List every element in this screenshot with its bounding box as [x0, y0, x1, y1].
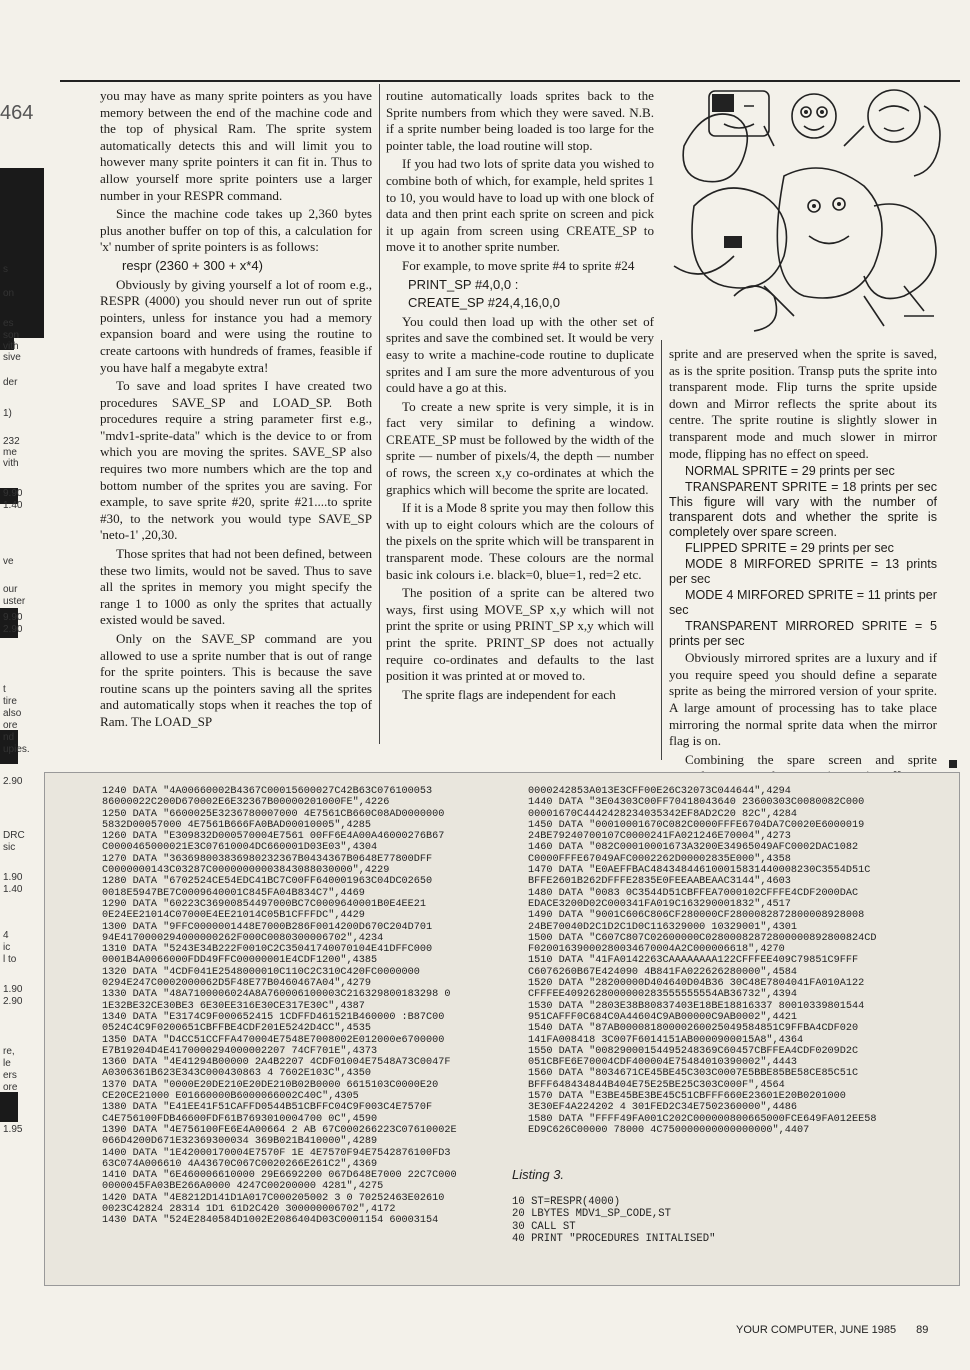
margin-text-fragment: DRC	[3, 830, 25, 841]
code-line: 1500 DATA "C607C807C02600000C02800082872800000892800824CD	[528, 932, 877, 944]
top-rule	[60, 80, 960, 82]
code-line: 1480 DATA "0083 0C3544D51CBFFEA7000102CFFFE4CDF2000DAC	[528, 887, 859, 899]
code-line: 10 ST=RESPR(4000)	[512, 1196, 621, 1208]
speed-figure: MODE 8 MIRFORED SPRITE = 13 prints per sec	[669, 557, 937, 587]
code-line: 24BE70040D2C1D2C1D0C116329000 10329001",4301	[528, 921, 797, 933]
code-line: 1520 DATA "28200000D404640D04B36 30C48E7804041FA010A122	[528, 978, 865, 990]
code-line: 1340 DATA "E3174C9F000652415 1CDFFD461521B460000 :B87C00	[102, 1011, 445, 1023]
margin-text-fragment: 1.90	[3, 984, 23, 995]
paragraph: Obviously by giving yourself a lot of room e.g., RESPR (4000) you should never run out of sprite pointers, unless for instance you had a memory expansion board and were using the routine to create cartoons with hundreds of frames, feasible if you have half a megabyte extra!	[100, 276, 372, 375]
code-line: 1420 DATA "4E8212D141D1A017C000205002 3 0 70252463E02610	[102, 1192, 445, 1204]
margin-text-fragment: vith	[3, 341, 19, 352]
margin-text-fragment: ore	[3, 720, 18, 731]
code-line: 1450 DATA "00010001670C082C0000FFFE6704DA7C0020E6000019	[528, 819, 865, 831]
code-line: 0018E5947BE7C0009640001C845FA04B834C7",4469	[102, 887, 365, 899]
margin-text-fragment: 2.90	[3, 624, 23, 635]
code-line: C4E756100FDB46600FDF61B7693010004700 0C",4590	[102, 1113, 378, 1125]
column-divider	[379, 84, 380, 744]
cartoon-illustration	[664, 86, 958, 342]
margin-text-fragment: sive	[3, 352, 21, 363]
speed-figure: TRANSPARENT MIRRORED SPRITE = 5 prints per sec	[669, 619, 937, 649]
code-line: 1580 DATA "FFFF49FA001C202C000000800665000FCE649FA012EE58	[528, 1113, 877, 1125]
code-line: 0001B4A0066000FDD49FFC00000001E4CDF1200",4385	[102, 955, 378, 967]
paragraph: If it is a Mode 8 sprite you may then follow this with up to eight colours which are the colours of the pixels on the sprite which will be transparent in transparent mode. These colours are the normal basic ink colours i.e. black=0, blue=1, red=2 etc.	[386, 500, 654, 582]
code-line: BFFE2601B262DFFFE2835E0FEEAABEAAC3144",4603	[528, 876, 791, 888]
code-line: 1430 DATA "524E2840584D1002E2086404D03C0001154 60003154	[102, 1215, 439, 1227]
margin-text-fragment: tire	[3, 696, 17, 707]
article-column-1	[100, 88, 372, 733]
code-line: 40 PRINT "PROCEDURES INITALISED"	[512, 1233, 716, 1246]
code-line: 1300 DATA "9FFC0000001448E7000B286F0014200D670C204D701	[102, 921, 433, 933]
speed-figure: MODE 4 MIRFORED SPRITE = 11 prints per sec	[669, 588, 937, 618]
margin-text-fragment: l to	[3, 954, 17, 965]
code-line: 1550 DATA "00829000154495248369C60457CBFFEA4CDF0209D2C	[528, 1045, 859, 1057]
code-line: 1530 DATA "2803E38B80837403E18BE18816337 80010339801544	[528, 1000, 865, 1012]
code-line: 1400 DATA "1E42000170004E7570F 1E 4E7570F94E7542876100FD3	[102, 1147, 451, 1159]
speed-figure: NORMAL SPRITE = 29 prints per sec	[685, 464, 895, 479]
margin-text-fragment: nd	[3, 732, 15, 743]
code-line: 1510 DATA "41FA0142263CAAAAAAAA122CFFFEE409C79851C9FFF	[528, 955, 859, 967]
article-column-2	[386, 88, 654, 705]
margin-text-fragment: me	[3, 447, 17, 458]
code-line: 1540 DATA "87AB00008180000260025049584851C9FFBA4CDF020	[528, 1023, 859, 1035]
margin-text-fragment: 4	[3, 930, 9, 941]
code-line: 1380 DATA "E41EE41F51CAFFD0544B51CBFFC04C9F003C4E7570F	[102, 1102, 433, 1114]
margin-text-fragment: 1.95	[3, 1124, 23, 1135]
code-line: 1490 DATA "9001C606C806CF280000CF2800082872800008928008	[528, 910, 865, 922]
code-line: 86000022C200D670002E6E32367B00000201000FE",4226	[102, 797, 390, 809]
code-example: CREATE_SP #24,4,16,0,0	[408, 295, 561, 311]
margin-text-fragment: es	[3, 318, 14, 329]
margin-text-fragment: 2.90	[3, 776, 23, 787]
code-line: 1270 DATA "363698003836980232367B0434367B0648E77800DFF	[102, 853, 433, 865]
code-line: 1310 DATA "5243E34B222F0010C2C35041740070104E41DFFC000	[102, 944, 433, 956]
paragraph: Those sprites that had not been defined, between these two limits, would not be saved. Thus to save all the sprites in memory you might specify the range 1 to 1000 as only the sprites that actually existed would be saved.	[100, 546, 372, 628]
margin-text-fragment: ore	[3, 1082, 18, 1093]
previous-page-margin	[0, 88, 46, 1148]
margin-text-fragment: vith	[3, 458, 19, 469]
margin-text-fragment: 1.90	[3, 872, 23, 883]
end-of-article-mark	[949, 760, 957, 768]
code-line: C0000465000021E3C07610004DC660001D03E03",4304	[102, 842, 378, 854]
publication-name: YOUR COMPUTER, JUNE 1985	[736, 1324, 897, 1336]
code-line: 20 LBYTES MDV1_SP_CODE,ST	[512, 1208, 671, 1221]
paragraph: To save and load sprites I have created two procedures SAVE_SP and LOAD_SP. Both procedures require a string parameter first e.g., "mdv1-sprite-data" which is the device to or from which you are moving the sprites. SAVE_SP also requires two more numbers which are the top and bottom number of the sprites you are saving. For example, to save sprite #20, sprite #21....to sprite #30, to the network you would type SAVE_SP 'neto-1' ,20,30.	[100, 378, 372, 543]
margin-text-fragment: re,	[3, 1046, 15, 1057]
article-column-3	[669, 346, 937, 787]
margin-text-fragment: ic	[3, 942, 11, 953]
speed-figure: TRANSPARENT SPRITE = 18 prints per sec This figure will vary with the number of transparent dots and whether the sprite is completely over spare screen.	[669, 480, 937, 540]
paragraph: routine automatically loads sprites back to the Sprite numbers from which they were saved. N.B. if a sprite number being loaded is too large for the pointer table, the load routine will stop.	[386, 88, 654, 153]
code-line: C0000FFFE67049AFC0002262D00002835E000",4358	[528, 853, 791, 865]
margin-text-fragment: 9.90	[3, 612, 23, 623]
margin-text-fragment: 1.40	[3, 500, 23, 511]
code-line: 0294E247C0002000062D5F48E77B0460467A04",4279	[102, 978, 371, 990]
speed-figure: FLIPPED SPRITE = 29 prints per sec	[685, 541, 894, 556]
code-line: 1320 DATA "4CDF041E2548000010C110C2C310C420FC0000000	[102, 966, 420, 978]
margin-text-fragment: son	[3, 330, 20, 341]
code-line: E7B19204D4E4170000294000002207 74CF701E",4373	[102, 1045, 378, 1057]
code-line: 0000242853A013E3CFF00E26C32073C044644",4294	[528, 786, 791, 797]
code-line: 1440 DATA "3E04303C00FF70418043640 23600303C0080082C000	[528, 797, 865, 809]
code-line: 5832D00057000 4E7561B666FA0BAD00010005",4285	[102, 819, 371, 831]
paragraph: Combining the spare screen and sprite	[685, 751, 937, 767]
code-line: 3E30EF4A224202 4 301FED2C34E7502360000",4486	[528, 1102, 797, 1114]
margin-text-fragment: our	[3, 584, 18, 595]
margin-text-fragment: der	[3, 377, 18, 388]
code-line: 0524C4C9F0200651CBFFBE4CDF201E5242D4CC",4535	[102, 1023, 371, 1035]
paragraph: Since the machine code takes up 2,360 bytes plus another buffer on top of this, a calculation for 'x' number of sprite pointers is as follows:	[100, 206, 372, 255]
page-number: 89	[916, 1324, 929, 1336]
code-line: 1240 DATA "4A00660002B4367C00015600027C42B63C076100053	[102, 786, 433, 797]
code-line: F02001639000280034670004A2C000006618",4270	[528, 944, 785, 956]
code-line: BFFF648434844B404E75E25BE25C303C000F",4564	[528, 1079, 785, 1091]
listing-3-code	[512, 1196, 715, 1246]
margin-text-fragment: t	[3, 684, 6, 695]
code-line: 63C074A006610 4A43670C067C0020266E261C2",4369	[102, 1158, 378, 1170]
code-line: 0023C42824 28314 1D1 61D2C420 300000006702",4172	[102, 1203, 396, 1215]
code-line: 1330 DATA "48A7100006024A8A760006100003C216329800183298 0	[102, 989, 451, 1001]
code-example: PRINT_SP #4,0,0 :	[408, 276, 519, 292]
code-line: 1460 DATA "082C00010001673A3200E34965049AFC0002DAC1082	[528, 842, 859, 854]
code-line: 066D4200D671E32369300034 369B021B410000",4289	[102, 1136, 378, 1148]
code-line: CE20CE21000 E01660000B6000066002C40C",4305	[102, 1091, 359, 1103]
code-listing-left	[102, 786, 457, 1227]
code-line: 00001670C4442428234035342EF8AD2C20 82C",4284	[528, 808, 797, 820]
margin-text-fragment: s	[3, 264, 8, 275]
code-listing-right	[528, 786, 876, 1136]
margin-text-fragment: 9.90	[3, 488, 23, 499]
margin-page-number: 464	[0, 102, 34, 124]
code-line: 1410 DATA "6E460006610000 29E6692200 067D648E7000 22C7C000	[102, 1170, 457, 1182]
paragraph: The sprite flags are independent for each	[402, 686, 616, 702]
code-line: 30 CALL ST	[512, 1220, 576, 1233]
paragraph: Obviously mirrored sprites are a luxury and if you require speed you should define a separate sprite as being the mirrored version of your sprite. A large amount of processing has to take place mirroring the normal sprite data when the mirror flag is on.	[669, 650, 937, 749]
margin-text-fragment: upies.	[3, 744, 30, 755]
paragraph: Only on the SAVE_SP command are you allowed to use a sprite number that is out of range for the sprite pointers. This is because the save routine scans up the pointers saving all the sprites and automatically stops when it reaches the top of Ram. The LOAD_SP	[100, 631, 372, 729]
code-line: 1280 DATA "6702524CE54EDC41BC7C00FF640001963C04DC02650	[102, 876, 433, 888]
code-line: 1290 DATA "60223C36900854497000BC7C0009640001B0E4EE21	[102, 898, 427, 910]
formula: respr (2360 + 300 + x*4)	[122, 257, 263, 273]
margin-text-fragment: 2.90	[3, 996, 23, 1007]
code-line: 1350 DATA "D4CC51CCFFA470004E7548E7008002E012000e6700000	[102, 1034, 445, 1046]
column-divider	[661, 340, 662, 760]
code-line: 1470 DATA "E0AEFFBAC484348446100015831440008230C3554D51C	[528, 865, 871, 877]
code-line: A0306361B623E343C000430863 4 7602E103C",4350	[102, 1068, 371, 1080]
code-line: C6076260B67E424090 4B841FA022626280000",4584	[528, 966, 797, 978]
code-line: 1570 DATA "E3BE45BE3BE45C51CBFFF660E23601E20B0201000	[528, 1091, 846, 1103]
margin-text-fragment: sic	[3, 842, 16, 853]
margin-text-fragment: ers	[3, 1070, 17, 1081]
margin-text-fragment: on	[3, 288, 15, 299]
code-line: CFFFEE4092628000000283555555554AB36732",4394	[528, 989, 797, 1001]
code-line: 051CBFE6E70004CDF400004E75484010390002",4443	[528, 1057, 797, 1069]
paragraph: sprite and are preserved when the sprite is saved, as is the sprite position. Transp puts the sprite into transparent mode. Flip turns the sprite upside down and Mirror reflects the sprite about its centre. The sprite routine is slightly slower in transparent mode and much slower in mirror mode, flipping has no effect on speed.	[669, 346, 937, 461]
code-line: 1E32BE32CE30BE3 6E30EE316E30CE317E30C",4387	[102, 1000, 365, 1012]
code-line: 0000045FA03BE266A0000 4247C00200000 4281",4275	[102, 1181, 384, 1193]
code-line: 951CAFFF0C684C0A44604C9AB00000C9AB0002",4421	[528, 1011, 797, 1023]
code-line: 1250 DATA "6600025E3236780007000 4E7561CB660C08AD0000000	[102, 808, 445, 820]
code-line: ED9C626C00000 78000 4C750000000000000000",4407	[528, 1124, 810, 1136]
code-line: 0E24EE21014C07000E4EE21014C05B1CFFFDC",4429	[102, 910, 365, 922]
margin-text-fragment: 1)	[3, 408, 12, 419]
code-line: 24BE79240700107C0000241FA021246E70004",4273	[528, 831, 791, 843]
code-line: 141FA008418 3C007F6014151AB0000900015A8",4364	[528, 1034, 804, 1046]
margin-text-fragment: also	[3, 708, 22, 719]
code-line: 1560 DATA "8034671CE45BE45C303C0007E5BBE85BE58CE85C51C	[528, 1068, 859, 1080]
margin-text-fragment: ve	[3, 556, 14, 567]
margin-text-fragment: 1.40	[3, 884, 23, 895]
margin-black-block	[0, 1092, 18, 1122]
paragraph: you may have as many sprite pointers as you have memory between the end of the machine code and the top of physical Ram. The sprite system automatically detects this and will limit you to however many sprite pointers it can fit in. Thus to allow yourself more sprite pointers use a larger number in your RESPR command.	[100, 88, 372, 203]
paragraph: The position of a sprite can be altered two ways, first using MOVE_SP x,y which will not print the sprite or using PRINT_SP x,y which will print the sprite. PRINT_SP does not actually require co-ordinates and defaults to the last position it was printed at or moved to.	[386, 585, 654, 684]
paragraph: You could then load up with the other set of sprites and save the combined set. It would be very easy to write a machine-code routine to duplicate sprites and I am sure the more adventurous of you could have a go at this.	[386, 313, 654, 396]
page-footer	[736, 1324, 928, 1336]
code-line: 1360 DATA "4E41294B00000 2A4B2207 4CDF01004E7548A73C0047F	[102, 1057, 451, 1069]
margin-text-fragment: uster	[3, 596, 26, 607]
code-line: C0000000143C03287C00000000003843088030000",4229	[102, 865, 390, 877]
listing-title: Listing 3.	[512, 1167, 565, 1182]
code-line: EDACE3200D02C000341FA019C163290001832",4517	[528, 898, 791, 910]
paragraph: For example, to move sprite #4 to sprite #24	[402, 257, 635, 273]
margin-text-fragment: le	[3, 1058, 11, 1069]
code-line: 94E4170000294000000262F000C0080300006702",4234	[102, 932, 384, 944]
code-line: 1260 DATA "E309832D000570004E7561 00FF6E4A00A46000276B67	[102, 831, 445, 843]
code-line: 1390 DATA "4E756100FE6E4A00664 2 AB 67C000266223C07610002E	[102, 1124, 457, 1136]
code-line: 1370 DATA "0000E20DE210E20DE210B02B0000 6615103C0000E20	[102, 1079, 439, 1091]
paragraph: To create a new sprite is very simple, it is in fact very similar to defining a window. CREATE_SP must be followed by the width of the sprite — number of pixels/4, the depth — number of rows, the screen x,y co-ordinates at which the graphics which will become the sprite are located.	[386, 398, 654, 497]
paragraph: If you had two lots of sprite data you wished to combine both of which, for example, held sprites 1 to 10, you would have to load up with one block of data and then print each sprite on screen and pick it up again from screen using CREATE_SP to move it to another sprite number.	[386, 156, 654, 255]
margin-text-fragment: 232	[3, 436, 20, 447]
